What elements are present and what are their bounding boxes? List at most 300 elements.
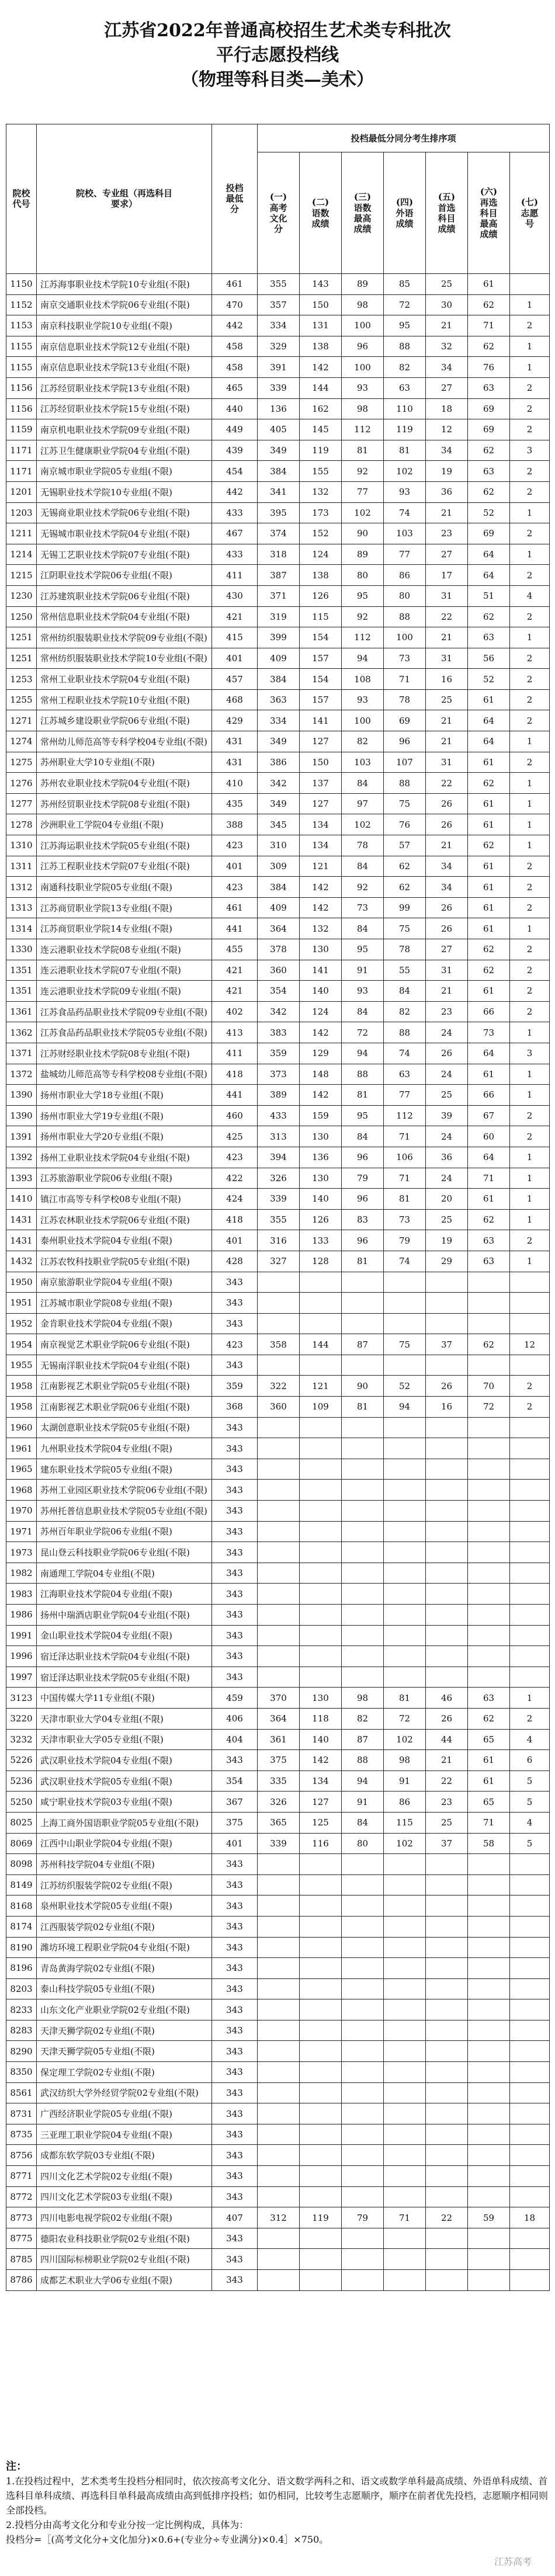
table-row	[6, 1334, 550, 1355]
cell-s5: 17	[426, 565, 468, 586]
cell-s6	[468, 1916, 510, 1937]
cell-code: 1251	[6, 627, 37, 648]
cell-s2: 150	[300, 294, 342, 315]
cell-s4: 88	[384, 336, 426, 357]
cell-s3: 103	[342, 752, 384, 773]
table-row	[6, 523, 550, 544]
cell-s1: 384	[258, 669, 300, 690]
cell-s4	[384, 2228, 426, 2249]
table-row	[6, 2270, 550, 2291]
cell-s6: 61	[468, 752, 510, 773]
cell-name: 建东职业技术学院05专业组(不限)	[37, 1459, 212, 1480]
cell-s3: 90	[342, 1376, 384, 1397]
cell-s1: 391	[258, 357, 300, 378]
cell-s1: 361	[258, 1729, 300, 1750]
header-sub-label: 外语成绩	[396, 208, 414, 229]
cell-s1: 359	[258, 1043, 300, 1064]
cell-name: 江苏城乡建设职业学院06专业组(不限)	[37, 710, 212, 731]
table-row	[6, 1895, 550, 1917]
cell-s5: 25	[426, 274, 468, 295]
cell-s7: 4	[510, 1729, 550, 1750]
cell-s6: 62	[468, 1334, 510, 1355]
cell-name: 南京旅游职业学院04专业组(不限)	[37, 1272, 212, 1293]
cell-name: 常州工业职业技术学院04专业组(不限)	[37, 669, 212, 690]
cell-s2: 152	[300, 523, 342, 544]
cell-s1: 345	[258, 814, 300, 835]
cell-s7: 2	[510, 1126, 550, 1147]
cell-score: 343	[212, 2103, 258, 2124]
cell-s3	[342, 1417, 384, 1438]
cell-s5: 27	[426, 544, 468, 565]
cell-s4: 62	[384, 877, 426, 898]
cell-s2: 124	[300, 1001, 342, 1022]
cell-s5: 25	[426, 1085, 468, 1106]
cell-s1	[258, 1667, 300, 1688]
cell-s3: 79	[342, 1168, 384, 1189]
cell-s4	[384, 1646, 426, 1667]
cell-name: 扬州市职业大学18专业组(不限)	[37, 1085, 212, 1106]
cell-s1: 339	[258, 1189, 300, 1210]
cell-score: 343	[212, 1958, 258, 1979]
table-row	[6, 752, 550, 773]
cell-s5	[426, 1667, 468, 1688]
cell-code: 1310	[6, 835, 37, 856]
cell-name: 宿迁泽达职业技术学院05专业组(不限)	[37, 1667, 212, 1688]
cell-s4: 55	[384, 960, 426, 981]
cell-s3	[342, 1605, 384, 1626]
cell-name: 江苏纺织服装学院02专业组(不限)	[37, 1874, 212, 1895]
cell-s2: 116	[300, 1833, 342, 1854]
cell-s6: 61	[468, 689, 510, 710]
cell-score: 442	[212, 315, 258, 336]
cell-s7: 2	[510, 1708, 550, 1729]
cell-score: 343	[212, 1563, 258, 1584]
cell-s7: 1	[510, 1168, 550, 1189]
cell-s2	[300, 1417, 342, 1438]
cell-score: 424	[212, 1189, 258, 1210]
cell-s5: 26	[426, 918, 468, 939]
cell-name: 盐城幼儿师范高等专科学校08专业组(不限)	[37, 1064, 212, 1085]
cell-s7	[510, 1417, 550, 1438]
cell-s3: 94	[342, 1043, 384, 1064]
cell-code: 1971	[6, 1521, 37, 1542]
cell-s7: 2	[510, 419, 550, 440]
cell-s4: 63	[384, 377, 426, 398]
cell-s7	[510, 1874, 550, 1895]
header-sub-6	[468, 152, 510, 274]
cell-s1	[258, 1521, 300, 1542]
cell-s2: 134	[300, 814, 342, 835]
cell-s5	[426, 1501, 468, 1522]
cell-score: 411	[212, 565, 258, 586]
cell-s4: 93	[384, 481, 426, 502]
cell-name: 江南影视艺术职业学院06专业组(不限)	[37, 1397, 212, 1418]
cell-s6: 56	[468, 648, 510, 669]
cell-s5: 25	[426, 689, 468, 710]
cell-score: 368	[212, 1397, 258, 1418]
cell-code: 1955	[6, 1355, 37, 1376]
cell-s1: 319	[258, 606, 300, 627]
cell-s4: 100	[384, 627, 426, 648]
cell-code: 8775	[6, 2228, 37, 2249]
cell-s4: 79	[384, 1230, 426, 1251]
cell-name: 江苏食品药品职业技术学院09专业组(不限)	[37, 1001, 212, 1022]
cell-s7	[510, 1584, 550, 1605]
table-body	[6, 274, 550, 2291]
cell-s5: 21	[426, 731, 468, 752]
cell-s2: 115	[300, 606, 342, 627]
cell-score: 343	[212, 1501, 258, 1522]
cell-s4: 86	[384, 1792, 426, 1813]
cell-score: 413	[212, 1022, 258, 1043]
cell-name: 四川电影电视学院02专业组(不限)	[37, 2207, 212, 2228]
cell-name: 镇江市高等专科学校08专业组(不限)	[37, 1189, 212, 1210]
cell-s7: 1	[510, 1189, 550, 1210]
cell-s3: 87	[342, 1729, 384, 1750]
cell-code: 1156	[6, 398, 37, 419]
table-row	[6, 1168, 550, 1189]
cell-s5	[426, 1895, 468, 1917]
cell-name: 连云港职业技术学院09专业组(不限)	[37, 981, 212, 1002]
cell-score: 343	[212, 1646, 258, 1667]
cell-s1: 342	[258, 773, 300, 794]
cell-s4	[384, 2249, 426, 2270]
cell-s6: 62	[468, 1209, 510, 1230]
cell-s1: 342	[258, 1001, 300, 1022]
cell-s6: 61	[468, 1770, 510, 1792]
cell-s6	[468, 1978, 510, 1999]
table-row	[6, 1147, 550, 1168]
cell-name: 武汉职业技术学院04专业组(不限)	[37, 1750, 212, 1771]
table-row	[6, 1646, 550, 1667]
cell-name: 苏州农业职业技术学院04专业组(不限)	[37, 773, 212, 794]
cell-s3: 93	[342, 689, 384, 710]
cell-s6	[468, 1480, 510, 1501]
cell-s1	[258, 1417, 300, 1438]
table-row	[6, 835, 550, 856]
cell-code: 1410	[6, 1189, 37, 1210]
cell-s4: 112	[384, 1105, 426, 1126]
cell-s7	[510, 2186, 550, 2207]
cell-s1	[258, 1272, 300, 1293]
cell-score: 343	[212, 1625, 258, 1646]
cell-score: 454	[212, 461, 258, 482]
cell-s7	[510, 1854, 550, 1875]
cell-s2: 142	[300, 357, 342, 378]
cell-s4: 81	[384, 1688, 426, 1709]
cell-s4	[384, 2270, 426, 2291]
cell-s7: 2	[510, 981, 550, 1002]
cell-score: 459	[212, 1688, 258, 1709]
cell-name: 南京科技职业学院10专业组(不限)	[37, 315, 212, 336]
cell-code: 8069	[6, 1833, 37, 1854]
cell-s3	[342, 1646, 384, 1667]
cell-s6: 71	[468, 1168, 510, 1189]
cell-s1	[258, 1874, 300, 1895]
cell-s3	[342, 1978, 384, 1999]
cell-score: 343	[212, 1313, 258, 1334]
cell-s6: 52	[468, 669, 510, 690]
cell-s7: 1	[510, 336, 550, 357]
cell-s2	[300, 1958, 342, 1979]
cell-s6	[468, 1874, 510, 1895]
cell-score: 343	[212, 1999, 258, 2020]
cell-s3: 95	[342, 585, 384, 606]
cell-s6: 61	[468, 856, 510, 877]
cell-s4: 74	[384, 1043, 426, 1064]
table-row	[6, 1459, 550, 1480]
cell-s3: 98	[342, 1688, 384, 1709]
cell-s5: 30	[426, 294, 468, 315]
cell-s2	[300, 2270, 342, 2291]
cell-s5: 21	[426, 1750, 468, 1771]
cell-code: 1982	[6, 1563, 37, 1584]
cell-s4: 71	[384, 2207, 426, 2228]
cell-code: 8350	[6, 2062, 37, 2083]
cell-s4	[384, 1438, 426, 1459]
cell-s2: 162	[300, 398, 342, 419]
cell-score: 423	[212, 835, 258, 856]
cell-s4: 96	[384, 731, 426, 752]
header-sub-num: (二)	[311, 197, 329, 207]
table-row	[6, 918, 550, 939]
cell-s6: 52	[468, 502, 510, 523]
cell-s4: 94	[384, 1397, 426, 1418]
cell-s6: 61	[468, 1750, 510, 1771]
cell-s7: 2	[510, 1397, 550, 1418]
cell-s1	[258, 1937, 300, 1958]
cell-s1	[258, 1355, 300, 1376]
cell-s2	[300, 1874, 342, 1895]
cell-s6: 51	[468, 585, 510, 606]
cell-s5: 34	[426, 877, 468, 898]
cell-name: 无锡南洋职业技术学院04专业组(不限)	[37, 1355, 212, 1376]
cell-code: 1950	[6, 1272, 37, 1293]
cell-s6: 64	[468, 544, 510, 565]
cell-s5	[426, 1854, 468, 1875]
cell-s1	[258, 2249, 300, 2270]
cell-s5: 20	[426, 1189, 468, 1210]
cell-score: 343	[212, 2270, 258, 2291]
cell-code: 3220	[6, 1708, 37, 1729]
cell-s6: 62	[468, 294, 510, 315]
cell-code: 1392	[6, 1147, 37, 1168]
cell-code: 1362	[6, 1022, 37, 1043]
cell-name: 常州幼儿师范高等专科学校04专业组(不限)	[37, 731, 212, 752]
cell-s1: 310	[258, 835, 300, 856]
cell-name: 扬州市职业大学20专业组(不限)	[37, 1126, 212, 1147]
cell-s7	[510, 2145, 550, 2166]
cell-s4: 75	[384, 918, 426, 939]
cell-s4: 72	[384, 1708, 426, 1729]
cell-score: 421	[212, 960, 258, 981]
cell-s2	[300, 1646, 342, 1667]
cell-s7: 5	[510, 1833, 550, 1854]
cell-s7	[510, 2270, 550, 2291]
table-row	[6, 377, 550, 398]
cell-code: 8168	[6, 1895, 37, 1917]
cell-score: 343	[212, 2249, 258, 2270]
cell-s5: 36	[426, 481, 468, 502]
cell-code: 5236	[6, 1770, 37, 1792]
cell-score: 421	[212, 606, 258, 627]
cell-name: 江苏经贸职业技术学院15专业组(不限)	[37, 398, 212, 419]
cell-code: 1432	[6, 1251, 37, 1272]
cell-s2	[300, 1293, 342, 1314]
cell-s7: 1	[510, 294, 550, 315]
cell-name: 无锡商业职业技术学院06专业组(不限)	[37, 502, 212, 523]
cell-s2	[300, 2186, 342, 2207]
cell-s7: 2	[510, 689, 550, 710]
cell-s4: 77	[384, 1085, 426, 1106]
cell-s6: 61	[468, 918, 510, 939]
cell-s4	[384, 2041, 426, 2062]
table-row	[6, 1126, 550, 1147]
cell-score: 343	[212, 1542, 258, 1563]
cell-s3: 108	[342, 669, 384, 690]
cell-name: 青岛黄海学院02专业组(不限)	[37, 1958, 212, 1979]
cell-code: 8233	[6, 1999, 37, 2020]
cell-s5: 46	[426, 1688, 468, 1709]
table-row	[6, 357, 550, 378]
cell-s3	[342, 1563, 384, 1584]
cell-s2: 142	[300, 1750, 342, 1771]
cell-s3: 90	[342, 523, 384, 544]
cell-s7: 1	[510, 1209, 550, 1230]
cell-s5	[426, 1480, 468, 1501]
cell-s2: 155	[300, 461, 342, 482]
cell-code: 5250	[6, 1792, 37, 1813]
cell-s3: 98	[342, 294, 384, 315]
cell-s1: 365	[258, 1812, 300, 1833]
cell-s4: 102	[384, 461, 426, 482]
cell-code: 8190	[6, 1937, 37, 1958]
cell-score: 458	[212, 357, 258, 378]
cell-s2	[300, 2103, 342, 2124]
cell-s4: 82	[384, 1001, 426, 1022]
cell-score: 343	[212, 1978, 258, 1999]
cell-s4: 76	[384, 814, 426, 835]
cell-code: 1393	[6, 1168, 37, 1189]
cell-score: 343	[212, 1937, 258, 1958]
cell-name: 苏州职业大学10专业组(不限)	[37, 752, 212, 773]
table-row	[6, 1272, 550, 1293]
cell-s1	[258, 1605, 300, 1626]
cell-name: 江苏食品药品职业技术学院05专业组(不限)	[37, 1022, 212, 1043]
cell-name: 常州信息职业技术学院04专业组(不限)	[37, 606, 212, 627]
cell-s2: 130	[300, 1168, 342, 1189]
cell-s5	[426, 1937, 468, 1958]
table-row	[6, 1043, 550, 1064]
cell-s2	[300, 1584, 342, 1605]
cell-s3	[342, 2020, 384, 2041]
cell-s5	[426, 1978, 468, 1999]
cell-s6	[468, 2166, 510, 2187]
cell-s5: 37	[426, 1334, 468, 1355]
cell-s1	[258, 2228, 300, 2249]
header-sub-num: (三)	[353, 192, 372, 202]
cell-s7: 2	[510, 897, 550, 918]
cell-name: 四川文化艺术学院02专业组(不限)	[37, 2166, 212, 2187]
table-row	[6, 1688, 550, 1709]
cell-s5: 25	[426, 1812, 468, 1833]
cell-s3	[342, 1313, 384, 1334]
cell-score: 428	[212, 1251, 258, 1272]
cell-code: 1965	[6, 1459, 37, 1480]
cell-s4: 81	[384, 440, 426, 461]
cell-name: 天津市职业大学05专业组(不限)	[37, 1729, 212, 1750]
cell-s7	[510, 1355, 550, 1376]
cell-name: 江苏财经职业技术学院08专业组(不限)	[37, 1043, 212, 1064]
cell-code: 1201	[6, 481, 37, 502]
cell-score: 343	[212, 1584, 258, 1605]
cell-s1: 395	[258, 502, 300, 523]
cell-s6	[468, 1542, 510, 1563]
cell-s3	[342, 1854, 384, 1875]
cell-s2	[300, 2062, 342, 2083]
cell-s2: 143	[300, 274, 342, 295]
cell-s6	[468, 1293, 510, 1314]
table-row	[6, 710, 550, 731]
cell-s3	[342, 2103, 384, 2124]
cell-s4: 119	[384, 419, 426, 440]
cell-s1: 355	[258, 1209, 300, 1230]
cell-s6: 69	[468, 398, 510, 419]
table-row	[6, 1022, 550, 1043]
table-row	[6, 1376, 550, 1397]
header-sub-label: 再选科目最高成绩	[480, 197, 498, 239]
cell-s2	[300, 1521, 342, 1542]
cell-s1: 316	[258, 1230, 300, 1251]
table-row	[6, 2020, 550, 2041]
cell-score: 406	[212, 1708, 258, 1729]
cell-s2: 142	[300, 877, 342, 898]
cell-name: 四川国际标榜职业学院02专业组(不限)	[37, 2249, 212, 2270]
cell-name: 武汉纺织大学外经贸学院02专业组(不限)	[37, 2082, 212, 2103]
header-score: 投档最低分	[212, 124, 258, 274]
cell-s5	[426, 1958, 468, 1979]
title-line-2: 平行志愿投档线	[216, 45, 339, 65]
cell-s7: 1	[510, 357, 550, 378]
cell-s1: 334	[258, 710, 300, 731]
table-row	[6, 793, 550, 814]
cell-code: 1970	[6, 1501, 37, 1522]
cell-s2: 141	[300, 960, 342, 981]
cell-code: 8785	[6, 2249, 37, 2270]
cell-s2	[300, 2228, 342, 2249]
cell-s4: 106	[384, 1147, 426, 1168]
cell-s1: 349	[258, 793, 300, 814]
cell-s3	[342, 1293, 384, 1314]
cell-code: 8149	[6, 1874, 37, 1895]
cell-s4: 85	[384, 274, 426, 295]
cell-score: 407	[212, 2207, 258, 2228]
cell-s7	[510, 2082, 550, 2103]
cell-score: 343	[212, 1605, 258, 1626]
cell-name: 苏州托普信息职业技术学院05专业组(不限)	[37, 1501, 212, 1522]
header-sub-label: 语数成绩	[311, 208, 329, 229]
cell-s2: 144	[300, 377, 342, 398]
cell-s2	[300, 1501, 342, 1522]
table-row	[6, 1001, 550, 1022]
cell-s4: 63	[384, 1064, 426, 1085]
cell-code: 1155	[6, 357, 37, 378]
cell-s1	[258, 1438, 300, 1459]
cell-s7	[510, 1605, 550, 1626]
cell-s6: 61	[468, 274, 510, 295]
header-sub-num: (六)	[480, 186, 498, 197]
cell-s3	[342, 2145, 384, 2166]
